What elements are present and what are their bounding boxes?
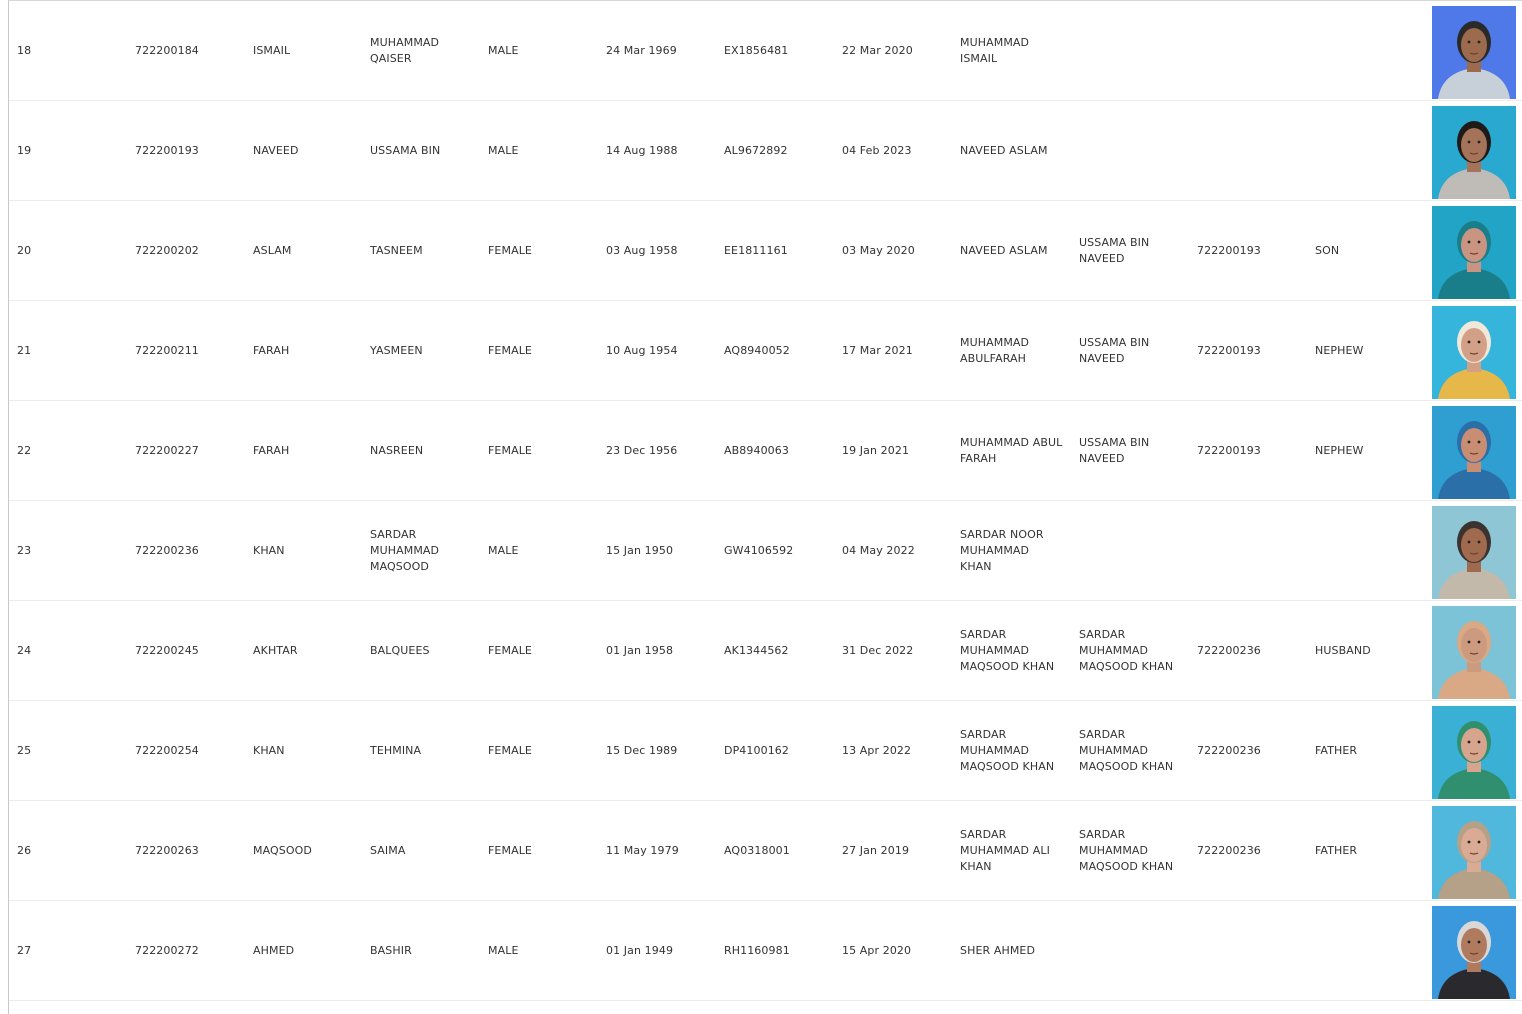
issue-date-cell: 04 May 2022 [842, 544, 915, 557]
father-name-cell: NAVEED ASLAM [960, 244, 1048, 257]
gender-cell: FEMALE [488, 344, 532, 357]
surname-cell: FARAH [253, 344, 290, 357]
serial-number-cell: 19 [17, 144, 32, 157]
given-name-cell: MUHAMMAD QAISER [370, 36, 440, 65]
table-row [9, 501, 1522, 601]
mehram-id-cell [1197, 1, 1305, 101]
passport-photo [1432, 906, 1516, 999]
surname-cell: ISMAIL [253, 44, 291, 57]
date-of-birth-cell: 03 Aug 1958 [606, 244, 678, 257]
serial-number-cell: 18 [17, 44, 32, 57]
gender-cell: MALE [488, 44, 519, 57]
id-number-cell: 722200245 [135, 644, 199, 657]
serial-number-cell: 22 [17, 444, 32, 457]
passport-number-cell: AK1344562 [724, 644, 789, 657]
table-row [9, 901, 1522, 1001]
passport-number-cell: DP4100162 [724, 744, 789, 757]
relation-cell: FATHER [1315, 844, 1358, 857]
id-number-cell: 722200227 [135, 444, 199, 457]
surname-cell: KHAN [253, 744, 285, 757]
passport-number-cell: AL9672892 [724, 144, 788, 157]
date-of-birth-cell: 11 May 1979 [606, 844, 679, 857]
mehram-name-cell: USSAMA BIN NAVEED [1079, 236, 1150, 265]
relation-cell [1315, 901, 1423, 1001]
id-number-cell: 722200263 [135, 844, 199, 857]
mehram-name-cell: SARDAR MUHAMMAD MAQSOOD KHAN [1079, 828, 1174, 873]
date-of-birth-cell: 24 Mar 1969 [606, 44, 677, 57]
passenger-table [8, 0, 1522, 1014]
mehram-id-cell: 722200236 [1197, 744, 1261, 757]
serial-number-cell: 26 [17, 844, 32, 857]
date-of-birth-cell: 01 Jan 1949 [606, 944, 674, 957]
passport-photo [1432, 206, 1516, 299]
relation-cell: FATHER [1315, 744, 1358, 757]
issue-date-cell: 27 Jan 2019 [842, 844, 910, 857]
passport-number-cell: AQ8940052 [724, 344, 790, 357]
relation-cell: NEPHEW [1315, 444, 1364, 457]
gender-cell: FEMALE [488, 444, 532, 457]
given-name-cell: YASMEEN [370, 344, 423, 357]
father-name-cell: NAVEED ASLAM [960, 144, 1048, 157]
issue-date-cell: 03 May 2020 [842, 244, 915, 257]
father-name-cell: SARDAR MUHAMMAD ALI KHAN [960, 828, 1050, 873]
id-number-cell: 722200236 [135, 544, 199, 557]
surname-cell: NAVEED [253, 144, 299, 157]
surname-cell: FARAH [253, 444, 290, 457]
date-of-birth-cell: 14 Aug 1988 [606, 144, 678, 157]
table-row [9, 301, 1522, 401]
father-name-cell: MUHAMMAD ISMAIL [960, 36, 1030, 65]
date-of-birth-cell: 15 Jan 1950 [606, 544, 674, 557]
issue-date-cell: 31 Dec 2022 [842, 644, 914, 657]
passport-photo [1432, 606, 1516, 699]
passport-number-cell: RH1160981 [724, 944, 790, 957]
mehram-id-cell: 722200193 [1197, 244, 1261, 257]
id-number-cell: 722200202 [135, 244, 199, 257]
issue-date-cell: 17 Mar 2021 [842, 344, 913, 357]
passport-number-cell: EE1811161 [724, 244, 788, 257]
date-of-birth-cell: 15 Dec 1989 [606, 744, 678, 757]
mehram-id-cell: 722200236 [1197, 844, 1261, 857]
serial-number-cell: 25 [17, 744, 32, 757]
table-row [9, 701, 1522, 801]
passport-photo [1432, 506, 1516, 599]
id-number-cell: 722200272 [135, 944, 199, 957]
serial-number-cell: 20 [17, 244, 32, 257]
mehram-name-cell [1079, 101, 1189, 201]
passport-photo [1432, 106, 1516, 199]
gender-cell: FEMALE [488, 644, 532, 657]
mehram-name-cell: USSAMA BIN NAVEED [1079, 436, 1150, 465]
mehram-name-cell [1079, 901, 1189, 1001]
given-name-cell: SARDAR MUHAMMAD MAQSOOD [370, 528, 440, 573]
issue-date-cell: 22 Mar 2020 [842, 44, 913, 57]
father-name-cell: SARDAR MUHAMMAD MAQSOOD KHAN [960, 628, 1055, 673]
father-name-cell: SHER AHMED [960, 944, 1036, 957]
passport-photo [1432, 806, 1516, 899]
given-name-cell: NASREEN [370, 444, 424, 457]
relation-cell: HUSBAND [1315, 644, 1371, 657]
passport-photo [1432, 406, 1516, 499]
table-row [9, 601, 1522, 701]
relation-cell [1315, 101, 1423, 201]
passport-photo [1432, 706, 1516, 799]
given-name-cell: BALQUEES [370, 644, 430, 657]
date-of-birth-cell: 01 Jan 1958 [606, 644, 674, 657]
given-name-cell: SAIMA [370, 844, 406, 857]
passport-number-cell: AB8940063 [724, 444, 789, 457]
father-name-cell: MUHAMMAD ABULFARAH [960, 336, 1030, 365]
table-row [9, 401, 1522, 501]
mehram-id-cell [1197, 901, 1305, 1001]
relation-cell [1315, 1, 1423, 101]
mehram-name-cell [1079, 501, 1189, 601]
passport-number-cell: AQ0318001 [724, 844, 790, 857]
mehram-name-cell: USSAMA BIN NAVEED [1079, 336, 1150, 365]
date-of-birth-cell: 10 Aug 1954 [606, 344, 678, 357]
mehram-id-cell [1197, 101, 1305, 201]
mehram-id-cell: 722200236 [1197, 644, 1261, 657]
issue-date-cell: 04 Feb 2023 [842, 144, 912, 157]
given-name-cell: TEHMINA [370, 744, 422, 757]
gender-cell: FEMALE [488, 844, 532, 857]
father-name-cell: MUHAMMAD ABUL FARAH [960, 436, 1063, 465]
surname-cell: ASLAM [253, 244, 292, 257]
surname-cell: AHMED [253, 944, 295, 957]
surname-cell: KHAN [253, 544, 285, 557]
issue-date-cell: 13 Apr 2022 [842, 744, 912, 757]
mehram-id-cell: 722200193 [1197, 444, 1261, 457]
given-name-cell: USSAMA BIN [370, 144, 441, 157]
relation-cell: NEPHEW [1315, 344, 1364, 357]
gender-cell: MALE [488, 944, 519, 957]
given-name-cell: BASHIR [370, 944, 412, 957]
father-name-cell: SARDAR NOOR MUHAMMAD KHAN [960, 528, 1044, 573]
given-name-cell: TASNEEM [370, 244, 423, 257]
serial-number-cell: 21 [17, 344, 32, 357]
serial-number-cell: 27 [17, 944, 32, 957]
gender-cell: FEMALE [488, 744, 532, 757]
id-number-cell: 722200211 [135, 344, 199, 357]
id-number-cell: 722200254 [135, 744, 199, 757]
relation-cell: SON [1315, 244, 1340, 257]
surname-cell: MAQSOOD [253, 844, 312, 857]
mehram-name-cell: SARDAR MUHAMMAD MAQSOOD KHAN [1079, 728, 1174, 773]
id-number-cell: 722200184 [135, 44, 199, 57]
surname-cell: AKHTAR [253, 644, 298, 657]
mehram-id-cell [1197, 501, 1305, 601]
gender-cell: MALE [488, 144, 519, 157]
id-number-cell: 722200193 [135, 144, 199, 157]
table-row [9, 101, 1522, 201]
father-name-cell: SARDAR MUHAMMAD MAQSOOD KHAN [960, 728, 1055, 773]
serial-number-cell: 23 [17, 544, 32, 557]
passport-photo [1432, 6, 1516, 99]
date-of-birth-cell: 23 Dec 1956 [606, 444, 678, 457]
passport-number-cell: EX1856481 [724, 44, 789, 57]
gender-cell: MALE [488, 544, 519, 557]
serial-number-cell: 24 [17, 644, 32, 657]
table-row [9, 1, 1522, 101]
mehram-name-cell: SARDAR MUHAMMAD MAQSOOD KHAN [1079, 628, 1174, 673]
table-row [9, 801, 1522, 901]
issue-date-cell: 19 Jan 2021 [842, 444, 910, 457]
table-row [9, 201, 1522, 301]
mehram-id-cell: 722200193 [1197, 344, 1261, 357]
gender-cell: FEMALE [488, 244, 532, 257]
relation-cell [1315, 501, 1423, 601]
passport-number-cell: GW4106592 [724, 544, 794, 557]
passport-photo [1432, 306, 1516, 399]
issue-date-cell: 15 Apr 2020 [842, 944, 912, 957]
mehram-name-cell [1079, 1, 1189, 101]
